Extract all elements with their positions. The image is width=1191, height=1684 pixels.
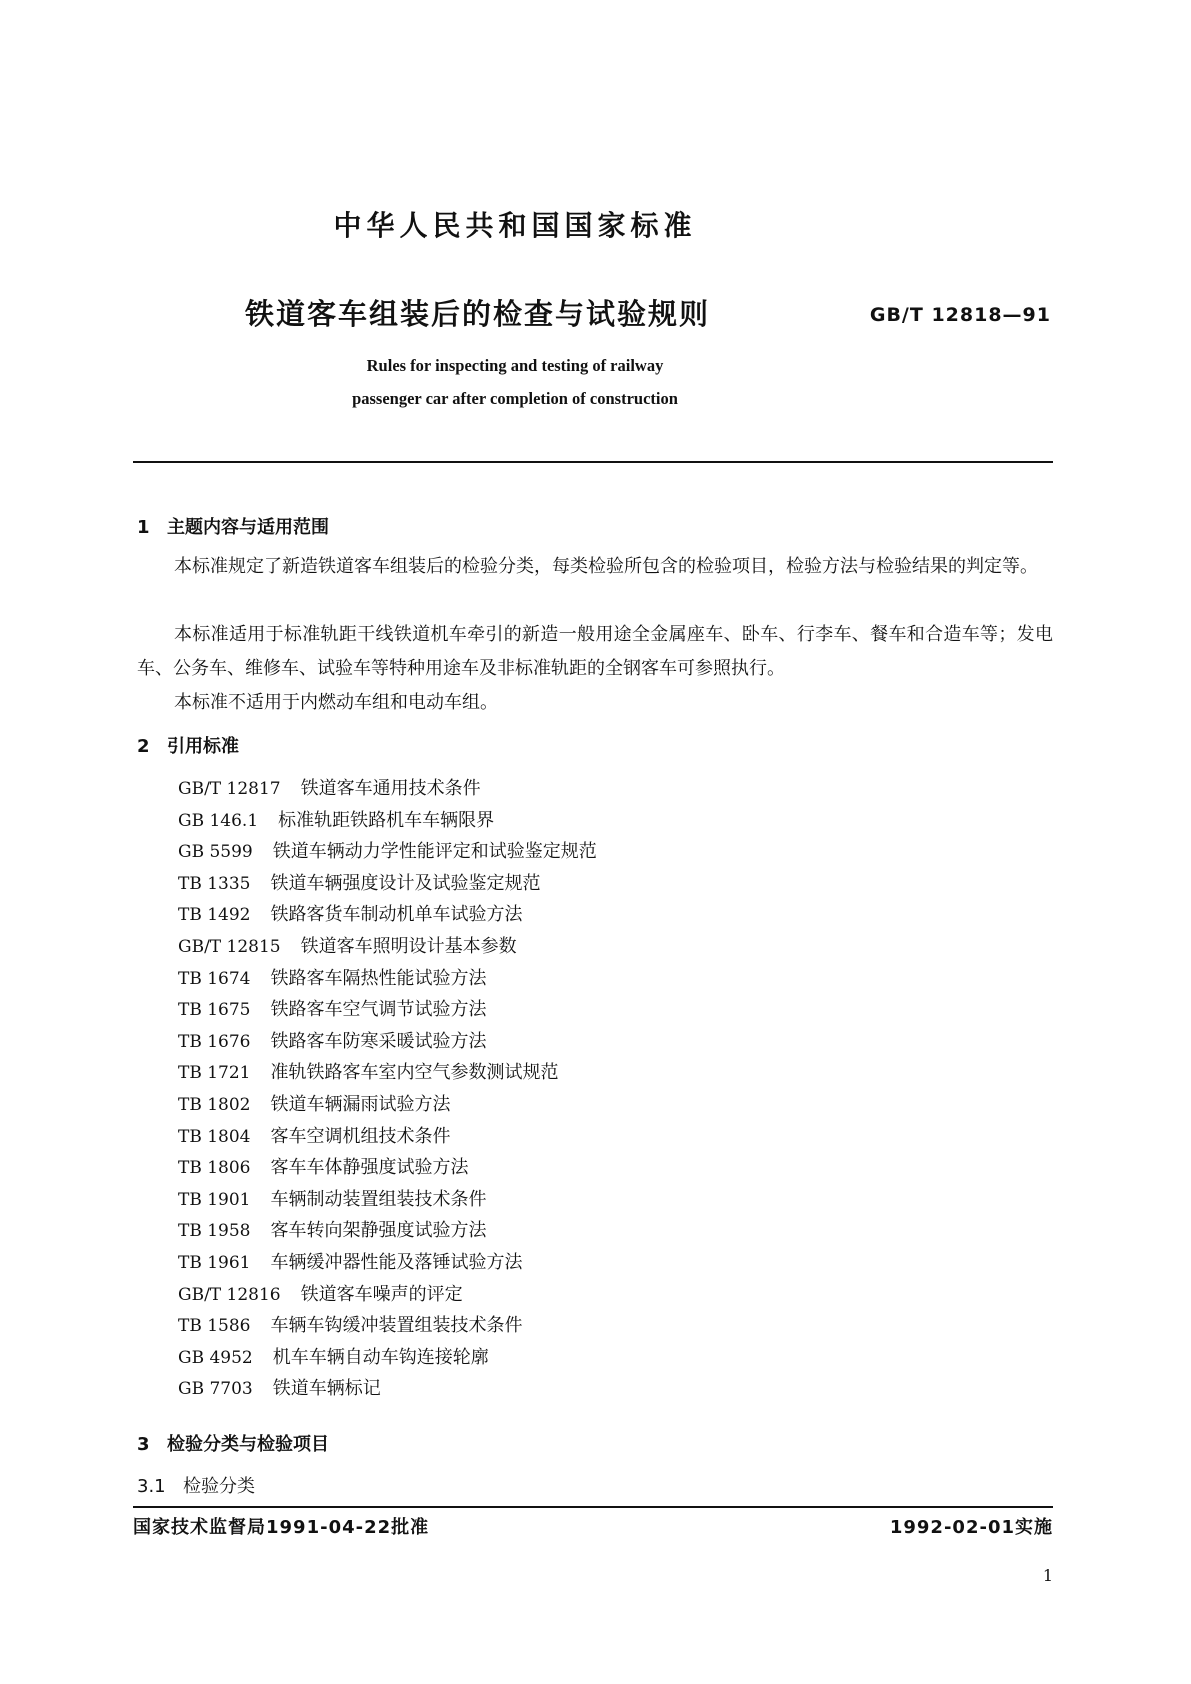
reference-code: TB 1806 bbox=[178, 1158, 251, 1179]
standard-main-title: 铁道客车组装后的检查与试验规则 bbox=[245, 297, 711, 331]
referenced-standards-list bbox=[178, 773, 597, 1405]
reference-title: 铁路客车空气调节试验方法 bbox=[270, 999, 487, 1021]
reference-title: 车辆缓冲器性能及落锤试验方法 bbox=[270, 1251, 523, 1273]
section-2-number: 2 bbox=[137, 736, 150, 757]
reference-code: TB 1675 bbox=[178, 1000, 251, 1021]
reference-title: 铁道车辆动力学性能评定和试验鉴定规范 bbox=[272, 841, 597, 863]
reference-title: 准轨铁路客车室内空气参数测试规范 bbox=[270, 1062, 559, 1084]
reference-code: GB 146.1 bbox=[178, 810, 259, 831]
standard-number: GB/T 12818—91 bbox=[869, 304, 1051, 326]
section-3-heading bbox=[137, 1430, 329, 1456]
section-1-number: 1 bbox=[137, 517, 150, 538]
list-item bbox=[178, 1247, 597, 1279]
list-item bbox=[178, 805, 597, 837]
effective-date-note: 1992-02-01实施 bbox=[889, 1517, 1053, 1538]
list-item bbox=[178, 1342, 597, 1374]
reference-code: GB 5599 bbox=[178, 842, 253, 863]
section-2-title: 引用标准 bbox=[167, 736, 239, 757]
page-number: 1 bbox=[1042, 1566, 1053, 1585]
list-item bbox=[178, 1152, 597, 1184]
subsection-number: 3.1 bbox=[137, 1476, 166, 1497]
reference-code: TB 1802 bbox=[178, 1094, 251, 1115]
reference-code: TB 1804 bbox=[178, 1126, 251, 1147]
reference-title: 铁道客车照明设计基本参数 bbox=[300, 935, 517, 957]
list-item bbox=[178, 899, 597, 931]
list-item bbox=[178, 1057, 597, 1089]
reference-title: 铁路客货车制动机单车试验方法 bbox=[270, 904, 523, 926]
reference-code: GB/T 12815 bbox=[178, 936, 281, 957]
list-item bbox=[178, 836, 597, 868]
approval-note: 国家技术监督局1991-04-22批准 bbox=[133, 1517, 430, 1538]
reference-title: 客车车体静强度试验方法 bbox=[270, 1157, 469, 1179]
reference-title: 铁道客车噪声的评定 bbox=[300, 1283, 463, 1305]
reference-code: TB 1492 bbox=[178, 905, 251, 926]
reference-code: GB 4952 bbox=[178, 1347, 253, 1368]
reference-code: TB 1961 bbox=[178, 1252, 251, 1273]
section-1-paragraph-2: 本标准适用于标准轨距干线铁道机车牵引的新造一般用途全金属座车、卧车、行李车、餐车和合造车等；发电车、公务车、维修车、试验车等特种用途车及非标准轨距的全钢客车可参照执行。 bbox=[137, 624, 1053, 679]
section-1-paragraph-1: 本标准规定了新造铁道客车组装后的检验分类，每类检验所包含的检验项目，检验方法与检验结果的判定等。 bbox=[174, 556, 1038, 577]
section-1-heading bbox=[137, 513, 329, 539]
reference-title: 铁道车辆强度设计及试验鉴定规范 bbox=[270, 872, 541, 894]
footer-divider bbox=[133, 1506, 1053, 1508]
english-title-line-2: passenger car after completion of construction bbox=[352, 389, 678, 408]
list-item bbox=[178, 868, 597, 900]
reference-title: 铁路客车隔热性能试验方法 bbox=[270, 967, 487, 989]
reference-title: 铁道车辆标记 bbox=[272, 1378, 381, 1400]
reference-code: TB 1335 bbox=[178, 873, 251, 894]
reference-title: 车辆车钩缓冲装置组装技术条件 bbox=[270, 1315, 523, 1337]
reference-title: 客车转向架静强度试验方法 bbox=[270, 1220, 487, 1242]
list-item bbox=[178, 1121, 597, 1153]
subsection-title: 检验分类 bbox=[183, 1476, 255, 1497]
reference-title: 铁道客车通用技术条件 bbox=[300, 778, 481, 799]
reference-code: GB/T 12817 bbox=[178, 779, 281, 799]
reference-code: TB 1586 bbox=[178, 1316, 251, 1337]
reference-code: TB 1958 bbox=[178, 1221, 251, 1242]
section-1-paragraph-3: 本标准不适用于内燃动车组和电动车组。 bbox=[174, 692, 498, 713]
list-item bbox=[178, 1373, 597, 1405]
reference-code: TB 1674 bbox=[178, 968, 251, 989]
list-item bbox=[178, 963, 597, 995]
section-3-title: 检验分类与检验项目 bbox=[167, 1434, 329, 1455]
list-item bbox=[178, 1215, 597, 1247]
reference-title: 车辆制动装置组装技术条件 bbox=[270, 1188, 487, 1210]
list-item bbox=[178, 994, 597, 1026]
reference-code: GB 7703 bbox=[178, 1379, 253, 1400]
list-item bbox=[178, 1184, 597, 1216]
reference-code: GB/T 12816 bbox=[178, 1284, 281, 1305]
reference-code: TB 1721 bbox=[178, 1063, 251, 1084]
reference-title: 铁道车辆漏雨试验方法 bbox=[270, 1093, 451, 1115]
section-3-number: 3 bbox=[137, 1434, 150, 1455]
list-item bbox=[178, 1089, 597, 1121]
list-item bbox=[178, 1279, 597, 1311]
reference-code: TB 1676 bbox=[178, 1031, 251, 1052]
reference-title: 标准轨距铁路机车车辆限界 bbox=[278, 809, 495, 831]
header-divider bbox=[133, 461, 1053, 463]
section-1-title: 主题内容与适用范围 bbox=[167, 517, 329, 538]
english-title-line-1: Rules for inspecting and testing of railway bbox=[366, 356, 664, 375]
list-item bbox=[178, 931, 597, 963]
list-item bbox=[178, 1026, 597, 1058]
reference-title: 铁路客车防寒采暖试验方法 bbox=[270, 1030, 487, 1052]
national-standard-title: 中华人民共和国国家标准 bbox=[333, 209, 697, 242]
list-item bbox=[178, 773, 597, 805]
list-item bbox=[178, 1310, 597, 1342]
reference-title: 机车车辆自动车钩连接轮廓 bbox=[272, 1346, 489, 1368]
reference-title: 客车空调机组技术条件 bbox=[270, 1125, 451, 1147]
section-2-heading bbox=[137, 732, 239, 758]
reference-code: TB 1901 bbox=[178, 1189, 251, 1210]
subsection-3-1-heading bbox=[137, 1472, 255, 1498]
